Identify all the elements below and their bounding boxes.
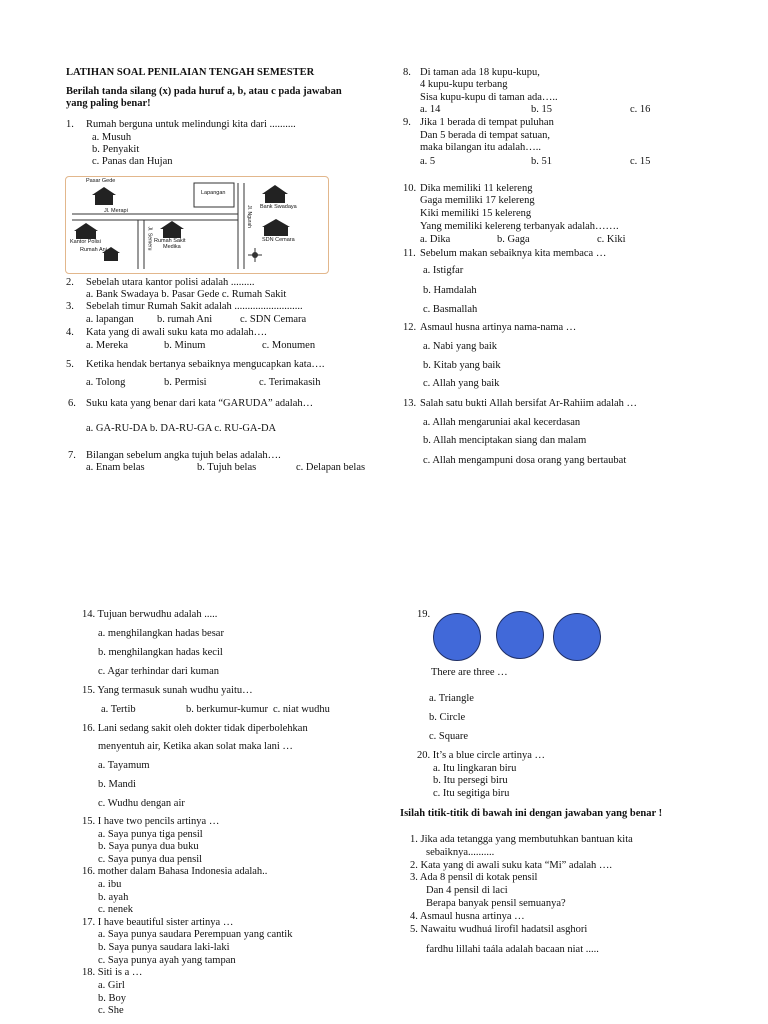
- question-number: 9.: [403, 117, 411, 128]
- option-b: b. Boy: [98, 993, 127, 1004]
- label-jl-semeru: Jl. Semeru: [146, 226, 153, 251]
- question-text: Ketika hendak bertanya sebaiknya mengucapkan kata….: [86, 359, 325, 370]
- label-medika: Medika: [163, 244, 181, 250]
- question-text: Rumah berguna untuk melindungi kita dari ..........: [86, 119, 296, 130]
- question-line: 4 kupu-kupu terbang: [420, 79, 508, 90]
- option-b: b. 51: [531, 156, 552, 167]
- option-c: c. Allah mengampuni dosa orang yang bertaubat: [423, 455, 627, 466]
- option-a: a. Musuh: [92, 132, 132, 143]
- question-text: 17. I have beautiful sister artinya …: [82, 917, 234, 928]
- question-number: 10.: [403, 183, 417, 194]
- option-a: a. lapangan: [86, 314, 134, 325]
- option-a: a. Saya punya tiga pensil: [98, 829, 203, 840]
- option-c: c. Agar terhindar dari kuman: [98, 666, 219, 677]
- question-text: 16. mother dalam Bahasa Indonesia adalah..: [82, 866, 268, 877]
- fill-item-5-cont: fardhu lillahi taála adalah bacaan niat .....: [426, 944, 599, 955]
- blue-circle-shape: [553, 613, 601, 661]
- bank-icon: [262, 185, 288, 203]
- option-b: b. Saya punya dua buku: [98, 841, 199, 852]
- label-sdn-cemara: SDN Cemara: [262, 237, 295, 243]
- fill-item-2: 2. Kata yang di awali suku kata “Mi” adalah ….: [410, 860, 613, 871]
- option-b: b. Circle: [429, 712, 466, 723]
- option-a: a. 14: [420, 104, 441, 115]
- map-drawing: [66, 177, 328, 273]
- option-c: c. Delapan belas: [296, 462, 366, 473]
- fill-item-4: 4. Asmaul husna artinya …: [410, 911, 525, 922]
- question-line: Kiki memiliki 15 kelereng: [420, 208, 532, 219]
- options: a. GA-RU-DA b. DA-RU-GA c. RU-GA-DA: [86, 423, 277, 434]
- option-a: a. Enam belas: [86, 462, 145, 473]
- option-c: c. Terimakasih: [259, 377, 321, 388]
- label-jl-ngurah: Jl. Ngurah: [245, 205, 252, 228]
- option-b: b. Permisi: [164, 377, 207, 388]
- option-a: a. 5: [420, 156, 436, 167]
- fill-item-5: 5. Nawaitu wudhuá lirofil hadatsil asghori: [410, 924, 588, 935]
- question-number: 7.: [68, 450, 76, 461]
- option-a: a. Saya punya saudara Perempuan yang cantik: [98, 929, 293, 940]
- question-line: maka bilangan itu adalah…..: [420, 142, 542, 153]
- option-b: b. Tujuh belas: [197, 462, 257, 473]
- pasar-gede-icon: [92, 187, 116, 205]
- village-map: [65, 176, 329, 274]
- option-b: b. Saya punya saudara laki-laki: [98, 942, 230, 953]
- instruction-line-1: Berilah tanda silang (x) pada huruf a, b, atau c pada jawaban: [66, 86, 342, 97]
- option-a: a. Mereka: [86, 340, 128, 351]
- question-text: Sebelum makan sebaiknya kita membaca …: [420, 248, 607, 259]
- fill-item-1-cont: sebaiknya..........: [426, 847, 495, 858]
- question-text: Asmaul husna artinya nama-nama …: [420, 322, 577, 333]
- question-number: 3.: [66, 301, 74, 312]
- question-number: 1.: [66, 119, 74, 130]
- question-number: 8.: [403, 67, 411, 78]
- option-b: b. ayah: [98, 892, 129, 903]
- question-text: 18. Siti is a …: [82, 967, 143, 978]
- option-c: c. nenek: [98, 904, 133, 915]
- option-b: b. 15: [531, 104, 552, 115]
- option-c: c. Square: [429, 731, 469, 742]
- option-c: c. Itu segitiga biru: [433, 788, 510, 799]
- police-icon: [74, 223, 98, 239]
- option-c: c. niat wudhu: [273, 704, 330, 715]
- question-number: 11.: [403, 248, 416, 259]
- option-b: b. Itu persegi biru: [433, 775, 508, 786]
- question-text: Sebelah timur Rumah Sakit adalah ..........................: [86, 301, 303, 312]
- question-text: Bilangan sebelum angka tujuh belas adalah….: [86, 450, 281, 461]
- option-c: c. Panas dan Hujan: [92, 156, 173, 167]
- option-c: c. 15: [630, 156, 651, 167]
- option-c: c. Monumen: [262, 340, 316, 351]
- option-c: c. Saya punya dua pensil: [98, 854, 203, 865]
- fill-item-3-cont: Dan 4 pensil di laci: [426, 885, 508, 896]
- question-line: menyentuh air, Ketika akan solat maka lani …: [98, 741, 293, 752]
- option-a: a. menghilangkan hadas besar: [98, 628, 224, 639]
- label-bank-swadaya: Bank Swadaya: [260, 204, 297, 210]
- fill-item-1: 1. Jika ada tetangga yang membutuhkan bantuan kita: [410, 834, 633, 845]
- option-b: b. Penyakit: [92, 144, 140, 155]
- question-text: 15. Yang termasuk sunah wudhu yaitu…: [82, 685, 253, 696]
- option-a: a. Triangle: [429, 693, 474, 704]
- option-a: a. Girl: [98, 980, 125, 991]
- question-text: Salah satu bukti Allah bersifat Ar-Rahiim adalah …: [420, 398, 638, 409]
- question-text: Suku kata yang benar dari kata “GARUDA” adalah…: [86, 398, 314, 409]
- question-number: 19.: [417, 609, 431, 620]
- instruction-line-2: yang paling benar!: [66, 98, 151, 109]
- fill-item-3-cont: Berapa banyak pensil semuanya?: [426, 898, 566, 909]
- fill-item-3: 3. Ada 8 pensil di kotak pensil: [410, 872, 538, 883]
- option-b: b. Gaga: [497, 234, 530, 245]
- option-b: b. Kitab yang baik: [423, 360, 501, 371]
- option-b: b. Hamdalah: [423, 285, 477, 296]
- option-a: a. ibu: [98, 879, 122, 890]
- label-rumah-sakit: Rumah Sakit: [154, 238, 186, 244]
- option-b: b. rumah Ani: [157, 314, 213, 325]
- compass-icon: [248, 248, 262, 262]
- option-a: a. Istigfar: [423, 265, 464, 276]
- question-line: Dan 5 berada di tempat satuan,: [420, 130, 551, 141]
- question-text: 20. It’s a blue circle artinya …: [417, 750, 545, 761]
- question-number: 12.: [403, 322, 417, 333]
- option-a: a. Tayamum: [98, 760, 150, 771]
- blue-circle-shape: [496, 611, 544, 659]
- option-c: c. Basmallah: [423, 304, 478, 315]
- label-pasar-gede: Pasar Gede: [86, 178, 116, 184]
- option-a: a. Tertib: [101, 704, 136, 715]
- question-text: Kata yang di awali suku kata mo adalah….: [86, 327, 267, 338]
- option-b: b. menghilangkan hadas kecil: [98, 647, 223, 658]
- option-c: c. SDN Cemara: [240, 314, 307, 325]
- option-c: c. Kiki: [597, 234, 626, 245]
- question-number: 4.: [66, 327, 74, 338]
- sdn-icon: [262, 219, 290, 236]
- options: a. Bank Swadaya b. Pasar Gede c. Rumah Sakit: [86, 289, 287, 300]
- label-kantor-polisi: Kantor Polisi: [70, 239, 101, 245]
- label-lapangan: Lapangan: [201, 190, 226, 196]
- option-b: b. Minum: [164, 340, 206, 351]
- page-title: LATIHAN SOAL PENILAIAN TENGAH SEMESTER: [66, 67, 315, 78]
- question-line: Yang memiliki kelereng terbanyak adalah…….: [420, 221, 619, 232]
- question-text: 14. Tujuan berwudhu adalah .....: [82, 609, 218, 620]
- question-text: Sebelah utara kantor polisi adalah .........: [86, 277, 255, 288]
- question-line: Jika 1 berada di tempat puluhan: [420, 117, 554, 128]
- question-line: Sisa kupu-kupu di taman ada…..: [420, 92, 558, 103]
- option-c: c. Saya punya ayah yang tampan: [98, 955, 236, 966]
- question-line: Gaga memiliki 17 kelereng: [420, 195, 535, 206]
- question-line: 16. Lani sedang sakit oleh dokter tidak diperbolehkan: [82, 723, 308, 734]
- question-text: 15. I have two pencils artinya …: [82, 816, 220, 827]
- option-c: c. 16: [630, 104, 651, 115]
- option-c: c. She: [98, 1005, 124, 1016]
- hospital-icon: [160, 221, 184, 238]
- question-line: Di taman ada 18 kupu-kupu,: [420, 67, 540, 78]
- option-b: b. berkumur-kumur: [186, 704, 269, 715]
- question-number: 2.: [66, 277, 74, 288]
- question-prompt: There are three …: [431, 667, 508, 678]
- option-a: a. Dika: [420, 234, 451, 245]
- question-number: 13.: [403, 398, 417, 409]
- question-number: 5.: [66, 359, 74, 370]
- section-header: Isilah titik-titik di bawah ini dengan jawaban yang benar !: [400, 808, 663, 819]
- label-jl-merapi: Jl. Merapi: [104, 208, 128, 214]
- option-c: c. Allah yang baik: [423, 378, 500, 389]
- option-a: a. Allah mengaruniai akal kecerdasan: [423, 417, 581, 428]
- question-line: Dika memiliki 11 kelereng: [420, 183, 533, 194]
- option-b: b. Mandi: [98, 779, 136, 790]
- option-a: a. Nabi yang baik: [423, 341, 498, 352]
- blue-circle-shape: [433, 613, 481, 661]
- option-b: b. Allah menciptakan siang dan malam: [423, 435, 587, 446]
- label-rumah-ani: Rumah Ani: [80, 247, 107, 253]
- option-a: a. Tolong: [86, 377, 126, 388]
- option-a: a. Itu lingkaran biru: [433, 763, 517, 774]
- option-c: c. Wudhu dengan air: [98, 798, 185, 809]
- question-number: 6.: [68, 398, 76, 409]
